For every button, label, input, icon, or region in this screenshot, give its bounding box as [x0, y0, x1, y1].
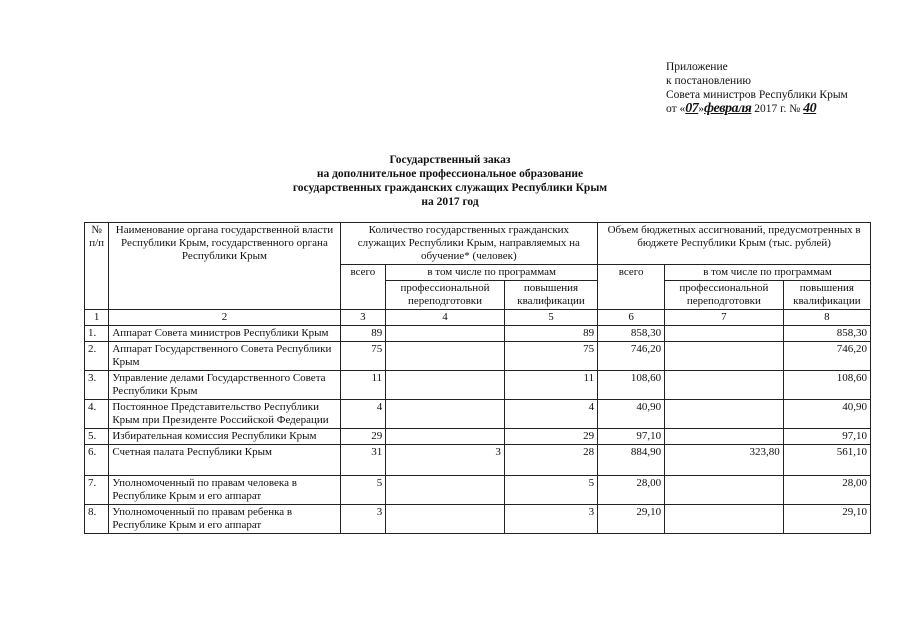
- row-budget-qualification: 108,60: [783, 371, 870, 400]
- handwritten-month: февраля: [704, 101, 752, 116]
- row-count-retraining: 3: [386, 445, 505, 476]
- title-line-4: на 2017 год: [421, 196, 479, 208]
- appendix-line-3: Совета министров Республики Крым: [666, 89, 848, 101]
- table-row: [85, 476, 871, 505]
- row-no: 6.: [85, 445, 109, 476]
- title-line-2: на дополнительное профессиональное образование: [316, 168, 584, 180]
- order-table: [84, 222, 871, 534]
- row-budget-total: 29,10: [598, 505, 665, 534]
- header-budget-retraining: профессиональной переподготовки: [665, 281, 784, 310]
- title-line-1: Государственный заказ: [389, 154, 511, 166]
- row-budget-qualification: 746,20: [783, 342, 870, 371]
- row-org-name: Аппарат Государственного Совета Республики Крым: [109, 342, 340, 371]
- header-count-qualification: повышения квалификации: [504, 281, 597, 310]
- row-count-total: 75: [340, 342, 386, 371]
- row-count-retraining: [386, 476, 505, 505]
- row-count-retraining: [386, 371, 505, 400]
- row-count-qualification: 29: [504, 429, 597, 445]
- row-no: 7.: [85, 476, 109, 505]
- row-budget-retraining: [665, 371, 784, 400]
- row-count-qualification: 4: [504, 400, 597, 429]
- header-count-incl: в том числе по программам: [386, 265, 598, 281]
- row-count-retraining: [386, 326, 505, 342]
- col-number: 7: [665, 310, 784, 326]
- row-count-total: 5: [340, 476, 386, 505]
- column-number-row: [85, 310, 871, 326]
- row-count-retraining: [386, 429, 505, 445]
- row-no: 8.: [85, 505, 109, 534]
- row-org-name: Избирательная комиссия Республики Крым: [109, 429, 340, 445]
- date-mid: »: [698, 103, 704, 115]
- title-line-3: государственных гражданских служащих Республики Крым: [292, 182, 608, 194]
- row-budget-retraining: [665, 326, 784, 342]
- row-no: 5.: [85, 429, 109, 445]
- header-count-group: Количество государственных гражданских служащих Республики Крым, направляемых на обучение* (человек): [340, 223, 598, 265]
- row-no: 2.: [85, 342, 109, 371]
- header-count-total: всего: [340, 265, 386, 310]
- row-no: 3.: [85, 371, 109, 400]
- row-count-qualification: 89: [504, 326, 597, 342]
- row-budget-total: 884,90: [598, 445, 665, 476]
- row-count-total: 31: [340, 445, 386, 476]
- handwritten-day: 07: [685, 101, 699, 116]
- row-no: 4.: [85, 400, 109, 429]
- col-number: 3: [340, 310, 386, 326]
- row-count-qualification: 5: [504, 476, 597, 505]
- row-count-total: 89: [340, 326, 386, 342]
- row-budget-qualification: 858,30: [783, 326, 870, 342]
- row-org-name: Постоянное Представительство Республики Крым при Президенте Российской Федерации: [109, 400, 340, 429]
- col-number: 5: [504, 310, 597, 326]
- appendix-line-1: Приложение: [666, 61, 728, 73]
- header-org: Наименование органа государственной власти Республики Крым, государственного органа Республики Крым: [109, 223, 340, 310]
- row-budget-retraining: [665, 400, 784, 429]
- row-count-total: 29: [340, 429, 386, 445]
- row-budget-total: 746,20: [598, 342, 665, 371]
- row-budget-total: 108,60: [598, 371, 665, 400]
- row-no: 1.: [85, 326, 109, 342]
- row-budget-total: 28,00: [598, 476, 665, 505]
- row-budget-retraining: 323,80: [665, 445, 784, 476]
- header-count-retraining: профессиональной переподготовки: [386, 281, 505, 310]
- row-count-qualification: 11: [504, 371, 597, 400]
- table-row: [85, 429, 871, 445]
- table-row: [85, 445, 871, 476]
- header-budget-incl: в том числе по программам: [665, 265, 871, 281]
- row-count-qualification: 28: [504, 445, 597, 476]
- col-number: 6: [598, 310, 665, 326]
- row-count-qualification: 3: [504, 505, 597, 534]
- date-year: 2017 г. №: [751, 103, 804, 115]
- header-no: № п/п: [85, 223, 109, 310]
- row-count-retraining: [386, 505, 505, 534]
- row-count-total: 4: [340, 400, 386, 429]
- table-row: [85, 400, 871, 429]
- row-org-name: Уполномоченный по правам ребенка в Республике Крым и его аппарат: [109, 505, 340, 534]
- row-org-name: Уполномоченный по правам человека в Республике Крым и его аппарат: [109, 476, 340, 505]
- appendix-line-2: к постановлению: [666, 75, 751, 87]
- row-count-retraining: [386, 400, 505, 429]
- row-budget-qualification: 97,10: [783, 429, 870, 445]
- row-budget-retraining: [665, 476, 784, 505]
- table-row: [85, 371, 871, 400]
- appendix-block: [666, 60, 891, 116]
- header-budget-group: Объем бюджетных ассигнований, предусмотренных в бюджете Республики Крым (тыс. рублей): [598, 223, 871, 265]
- col-number: 4: [386, 310, 505, 326]
- row-count-retraining: [386, 342, 505, 371]
- table-row: [85, 326, 871, 342]
- row-org-name: Счетная палата Республики Крым: [109, 445, 340, 476]
- row-budget-qualification: 29,10: [783, 505, 870, 534]
- col-number: 8: [783, 310, 870, 326]
- row-org-name: Управление делами Государственного Совета Республики Крым: [109, 371, 340, 400]
- row-org-name: Аппарат Совета министров Республики Крым: [109, 326, 340, 342]
- row-budget-total: 858,30: [598, 326, 665, 342]
- header-budget-qualification: повышения квалификации: [783, 281, 870, 310]
- col-number: 2: [109, 310, 340, 326]
- header-budget-total: всего: [598, 265, 665, 310]
- table-row: [85, 505, 871, 534]
- row-budget-retraining: [665, 342, 784, 371]
- appendix-line-4: [666, 102, 891, 116]
- handwritten-number: 40: [803, 101, 817, 116]
- row-budget-retraining: [665, 429, 784, 445]
- date-prefix: от «: [666, 103, 686, 115]
- row-budget-total: 97,10: [598, 429, 665, 445]
- row-count-qualification: 75: [504, 342, 597, 371]
- col-number: 1: [85, 310, 109, 326]
- row-count-total: 11: [340, 371, 386, 400]
- row-budget-qualification: 40,90: [783, 400, 870, 429]
- row-budget-qualification: 28,00: [783, 476, 870, 505]
- row-count-total: 3: [340, 505, 386, 534]
- row-budget-qualification: 561,10: [783, 445, 870, 476]
- document-title: [200, 153, 700, 209]
- row-budget-total: 40,90: [598, 400, 665, 429]
- row-budget-retraining: [665, 505, 784, 534]
- table-row: [85, 342, 871, 371]
